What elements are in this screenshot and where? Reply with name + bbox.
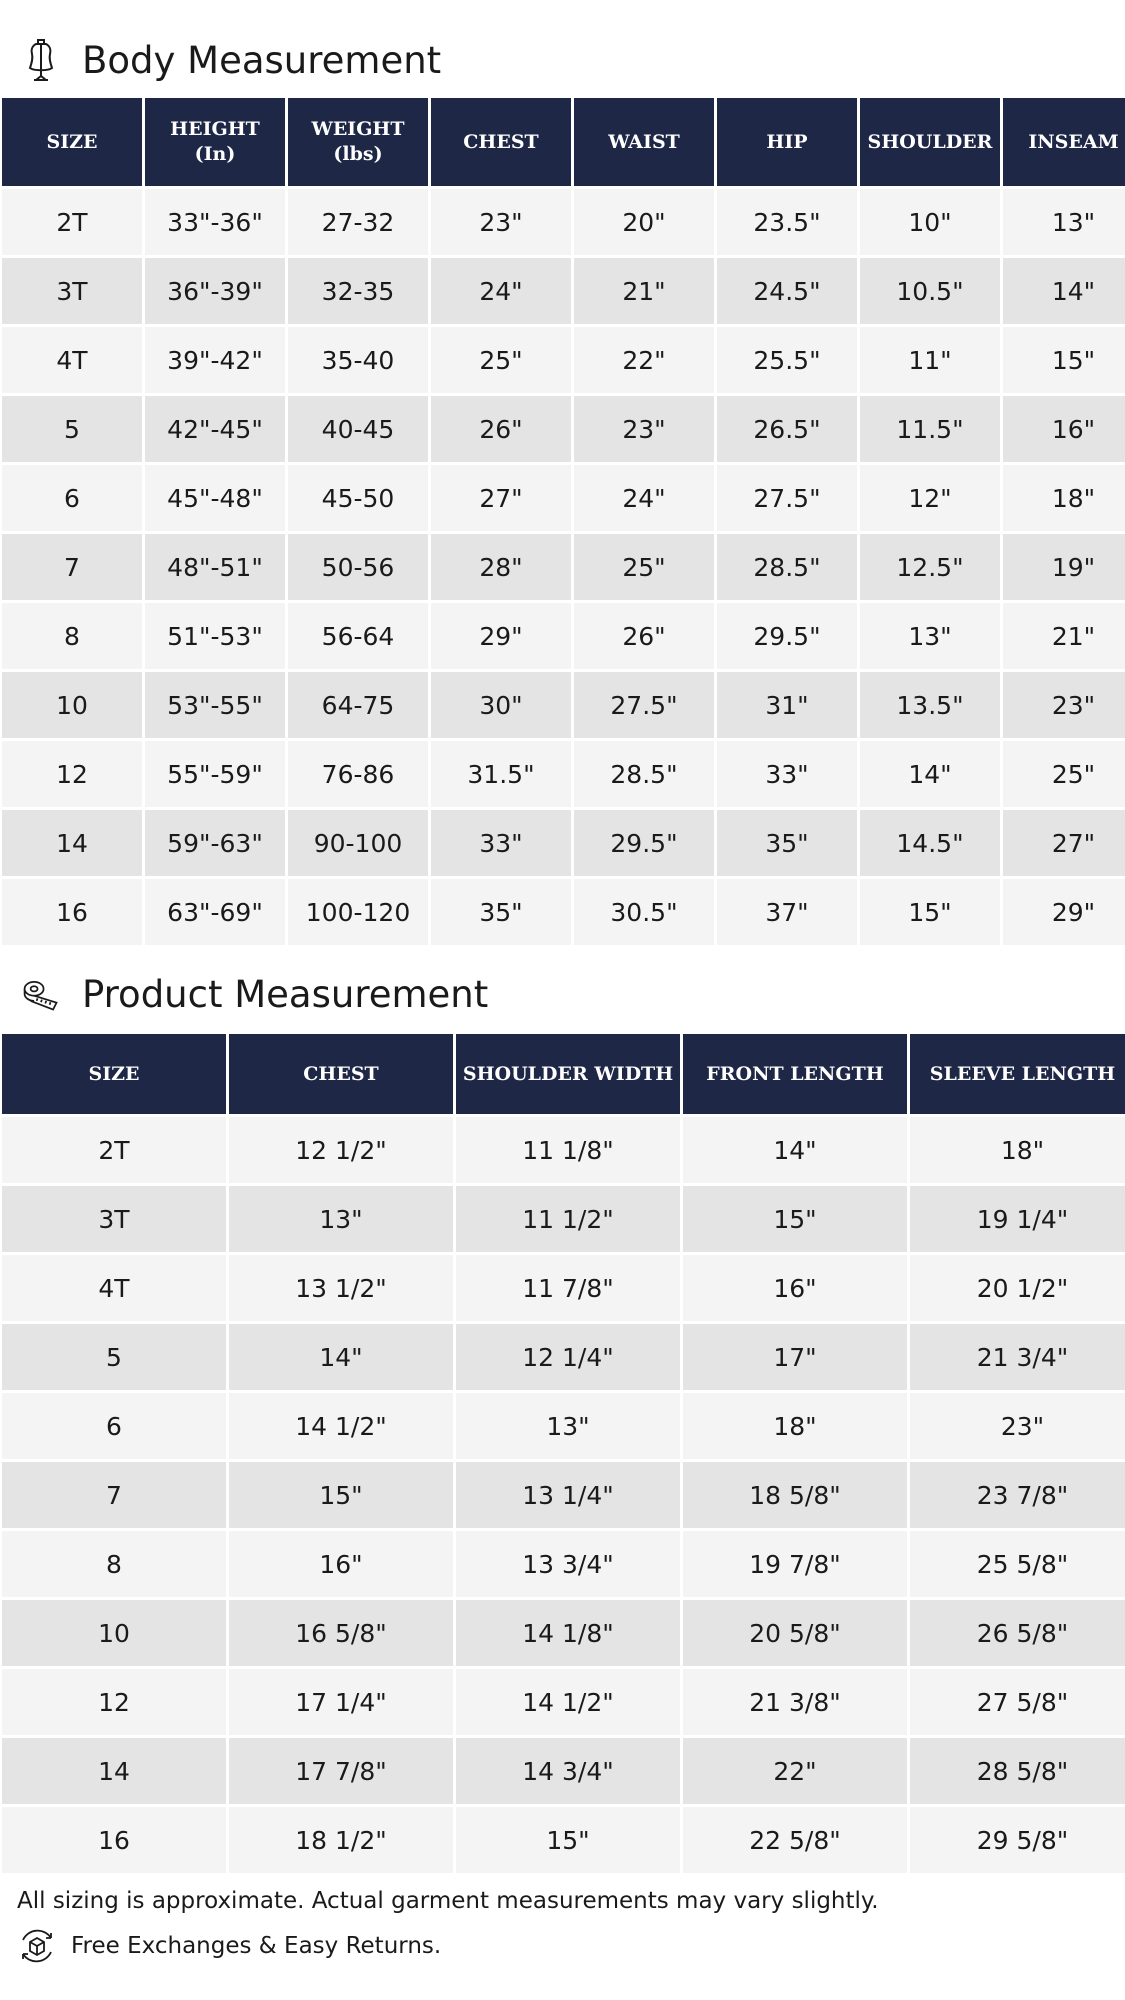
table-cell: 14" [860, 741, 1000, 807]
table-cell: 76-86 [288, 741, 428, 807]
table-cell: 16" [683, 1255, 907, 1321]
table-cell: 15" [229, 1462, 453, 1528]
table-cell: 29" [431, 603, 571, 669]
table-cell: 11 1/8" [456, 1117, 680, 1183]
table-cell: 14 [2, 1738, 226, 1804]
body-header-cell: HEIGHT (In) [145, 98, 285, 186]
table-cell: 26" [574, 603, 714, 669]
table-cell: 13 3/4" [456, 1531, 680, 1597]
table-cell: 23" [1003, 672, 1125, 738]
table-cell: 18 5/8" [683, 1462, 907, 1528]
table-cell: 17 7/8" [229, 1738, 453, 1804]
table-cell: 28.5" [717, 534, 857, 600]
table-cell: 24.5" [717, 258, 857, 324]
table-cell: 8 [2, 1531, 226, 1597]
table-cell: 23.5" [717, 189, 857, 255]
table-cell: 5 [2, 1324, 226, 1390]
table-row [2, 465, 1125, 531]
table-row [2, 1462, 1125, 1528]
table-cell: 25" [431, 327, 571, 393]
table-cell: 40-45 [288, 396, 428, 462]
table-cell: 33" [431, 810, 571, 876]
table-cell: 27.5" [717, 465, 857, 531]
table-cell: 13" [860, 603, 1000, 669]
table-row [2, 1324, 1125, 1390]
table-cell: 45-50 [288, 465, 428, 531]
table-cell: 5 [2, 396, 142, 462]
table-cell: 29" [1003, 879, 1125, 945]
table-cell: 6 [2, 1393, 226, 1459]
table-cell: 7 [2, 1462, 226, 1528]
table-cell: 26" [431, 396, 571, 462]
table-cell: 28" [431, 534, 571, 600]
table-cell: 27.5" [574, 672, 714, 738]
table-cell: 13" [456, 1393, 680, 1459]
table-cell: 25 5/8" [910, 1531, 1125, 1597]
table-cell: 15" [860, 879, 1000, 945]
table-cell: 2T [2, 1117, 226, 1183]
table-cell: 11" [860, 327, 1000, 393]
table-cell: 12 [2, 741, 142, 807]
table-cell: 22" [683, 1738, 907, 1804]
table-cell: 2T [2, 189, 142, 255]
table-cell: 18" [683, 1393, 907, 1459]
table-cell: 3T [2, 258, 142, 324]
table-cell: 53"-55" [145, 672, 285, 738]
table-cell: 48"-51" [145, 534, 285, 600]
table-cell: 13" [1003, 189, 1125, 255]
table-cell: 59"-63" [145, 810, 285, 876]
table-cell: 15" [683, 1186, 907, 1252]
table-cell: 4T [2, 327, 142, 393]
table-row [2, 189, 1125, 255]
product-header-cell: SIZE [2, 1034, 226, 1114]
table-row [2, 327, 1125, 393]
table-row [2, 603, 1125, 669]
product-header-cell: CHEST [229, 1034, 453, 1114]
product-header-cell: SHOULDER WIDTH [456, 1034, 680, 1114]
table-cell: 29.5" [717, 603, 857, 669]
table-cell: 35" [431, 879, 571, 945]
table-cell: 26 5/8" [910, 1600, 1125, 1666]
product-measurement-table [0, 1031, 1125, 1876]
table-cell: 19 1/4" [910, 1186, 1125, 1252]
table-cell: 20" [574, 189, 714, 255]
table-cell: 12" [860, 465, 1000, 531]
table-cell: 90-100 [288, 810, 428, 876]
table-row [2, 1807, 1125, 1873]
table-cell: 19 7/8" [683, 1531, 907, 1597]
table-cell: 14" [683, 1117, 907, 1183]
table-cell: 14 1/2" [456, 1669, 680, 1735]
table-row [2, 396, 1125, 462]
table-cell: 21" [574, 258, 714, 324]
table-cell: 64-75 [288, 672, 428, 738]
table-cell: 28 5/8" [910, 1738, 1125, 1804]
table-cell: 100-120 [288, 879, 428, 945]
body-header-cell: WEIGHT (lbs) [288, 98, 428, 186]
table-cell: 14 [2, 810, 142, 876]
table-header-row [2, 98, 1125, 186]
table-cell: 30" [431, 672, 571, 738]
table-row [2, 810, 1125, 876]
table-cell: 24" [431, 258, 571, 324]
product-measurement-heading [22, 966, 488, 1022]
table-cell: 7 [2, 534, 142, 600]
table-cell: 16 [2, 1807, 226, 1873]
body-header-cell: INSEAM [1003, 98, 1125, 186]
table-cell: 63"-69" [145, 879, 285, 945]
table-cell: 16" [229, 1531, 453, 1597]
box-exchange-icon [17, 1926, 57, 1966]
table-cell: 12 1/4" [456, 1324, 680, 1390]
table-cell: 18 1/2" [229, 1807, 453, 1873]
table-cell: 12.5" [860, 534, 1000, 600]
table-cell: 10 [2, 1600, 226, 1666]
body-header-cell: CHEST [431, 98, 571, 186]
table-cell: 23 7/8" [910, 1462, 1125, 1528]
table-cell: 22 5/8" [683, 1807, 907, 1873]
table-cell: 33" [717, 741, 857, 807]
table-cell: 32-35 [288, 258, 428, 324]
table-cell: 37" [717, 879, 857, 945]
table-row [2, 672, 1125, 738]
product-header-cell: FRONT LENGTH [683, 1034, 907, 1114]
table-row [2, 741, 1125, 807]
table-cell: 20 5/8" [683, 1600, 907, 1666]
table-row [2, 1669, 1125, 1735]
table-cell: 14 1/8" [456, 1600, 680, 1666]
body-measurement-title: Body Measurement [82, 38, 442, 82]
table-cell: 16 [2, 879, 142, 945]
table-row [2, 258, 1125, 324]
body-header-cell: SIZE [2, 98, 142, 186]
body-header-cell: SHOULDER [860, 98, 1000, 186]
table-cell: 6 [2, 465, 142, 531]
dress-form-icon [22, 37, 60, 83]
table-cell: 27 5/8" [910, 1669, 1125, 1735]
table-cell: 18" [910, 1117, 1125, 1183]
table-row [2, 1117, 1125, 1183]
table-row [2, 1531, 1125, 1597]
returns-text: Free Exchanges & Easy Returns. [71, 1933, 442, 1959]
table-cell: 3T [2, 1186, 226, 1252]
table-cell: 33"-36" [145, 189, 285, 255]
table-cell: 11 1/2" [456, 1186, 680, 1252]
table-cell: 16 5/8" [229, 1600, 453, 1666]
table-cell: 29.5" [574, 810, 714, 876]
table-cell: 31" [717, 672, 857, 738]
table-cell: 16" [1003, 396, 1125, 462]
table-cell: 20 1/2" [910, 1255, 1125, 1321]
table-cell: 17" [683, 1324, 907, 1390]
table-cell: 27" [431, 465, 571, 531]
table-cell: 13.5" [860, 672, 1000, 738]
table-cell: 23" [910, 1393, 1125, 1459]
table-cell: 4T [2, 1255, 226, 1321]
table-cell: 18" [1003, 465, 1125, 531]
table-cell: 14.5" [860, 810, 1000, 876]
table-row [2, 1738, 1125, 1804]
table-cell: 45"-48" [145, 465, 285, 531]
table-cell: 13 1/4" [456, 1462, 680, 1528]
table-cell: 35-40 [288, 327, 428, 393]
table-row [2, 1600, 1125, 1666]
table-cell: 56-64 [288, 603, 428, 669]
table-cell: 14 3/4" [456, 1738, 680, 1804]
table-cell: 42"-45" [145, 396, 285, 462]
table-cell: 12 1/2" [229, 1117, 453, 1183]
table-cell: 35" [717, 810, 857, 876]
table-cell: 14 1/2" [229, 1393, 453, 1459]
returns-notice [17, 1926, 441, 1966]
sizing-disclaimer: All sizing is approximate. Actual garment measurements may vary slightly. [17, 1888, 879, 1914]
table-cell: 22" [574, 327, 714, 393]
table-cell: 14" [1003, 258, 1125, 324]
table-cell: 13" [229, 1186, 453, 1252]
table-row [2, 1186, 1125, 1252]
table-cell: 30.5" [574, 879, 714, 945]
product-measurement-title: Product Measurement [82, 972, 489, 1016]
table-cell: 10.5" [860, 258, 1000, 324]
table-cell: 10 [2, 672, 142, 738]
table-cell: 21" [1003, 603, 1125, 669]
table-cell: 29 5/8" [910, 1807, 1125, 1873]
table-cell: 26.5" [717, 396, 857, 462]
table-cell: 36"-39" [145, 258, 285, 324]
table-cell: 55"-59" [145, 741, 285, 807]
body-measurement-table [0, 95, 1125, 948]
table-cell: 27" [1003, 810, 1125, 876]
table-cell: 21 3/8" [683, 1669, 907, 1735]
table-row [2, 879, 1125, 945]
table-cell: 28.5" [574, 741, 714, 807]
table-row [2, 534, 1125, 600]
table-cell: 11 7/8" [456, 1255, 680, 1321]
table-cell: 12 [2, 1669, 226, 1735]
table-cell: 15" [1003, 327, 1125, 393]
measuring-tape-icon [22, 971, 60, 1017]
table-cell: 23" [431, 189, 571, 255]
table-cell: 21 3/4" [910, 1324, 1125, 1390]
table-cell: 51"-53" [145, 603, 285, 669]
table-cell: 14" [229, 1324, 453, 1390]
table-cell: 11.5" [860, 396, 1000, 462]
table-cell: 39"-42" [145, 327, 285, 393]
body-measurement-heading [22, 32, 441, 88]
body-header-cell: HIP [717, 98, 857, 186]
table-cell: 13 1/2" [229, 1255, 453, 1321]
table-cell: 50-56 [288, 534, 428, 600]
table-cell: 19" [1003, 534, 1125, 600]
table-cell: 25" [1003, 741, 1125, 807]
table-cell: 25.5" [717, 327, 857, 393]
table-cell: 17 1/4" [229, 1669, 453, 1735]
table-cell: 23" [574, 396, 714, 462]
table-cell: 27-32 [288, 189, 428, 255]
body-header-cell: WAIST [574, 98, 714, 186]
table-row [2, 1393, 1125, 1459]
table-row [2, 1255, 1125, 1321]
table-cell: 8 [2, 603, 142, 669]
table-cell: 31.5" [431, 741, 571, 807]
table-cell: 15" [456, 1807, 680, 1873]
table-cell: 10" [860, 189, 1000, 255]
table-cell: 25" [574, 534, 714, 600]
product-header-cell: SLEEVE LENGTH [910, 1034, 1125, 1114]
table-cell: 24" [574, 465, 714, 531]
table-header-row [2, 1034, 1125, 1114]
